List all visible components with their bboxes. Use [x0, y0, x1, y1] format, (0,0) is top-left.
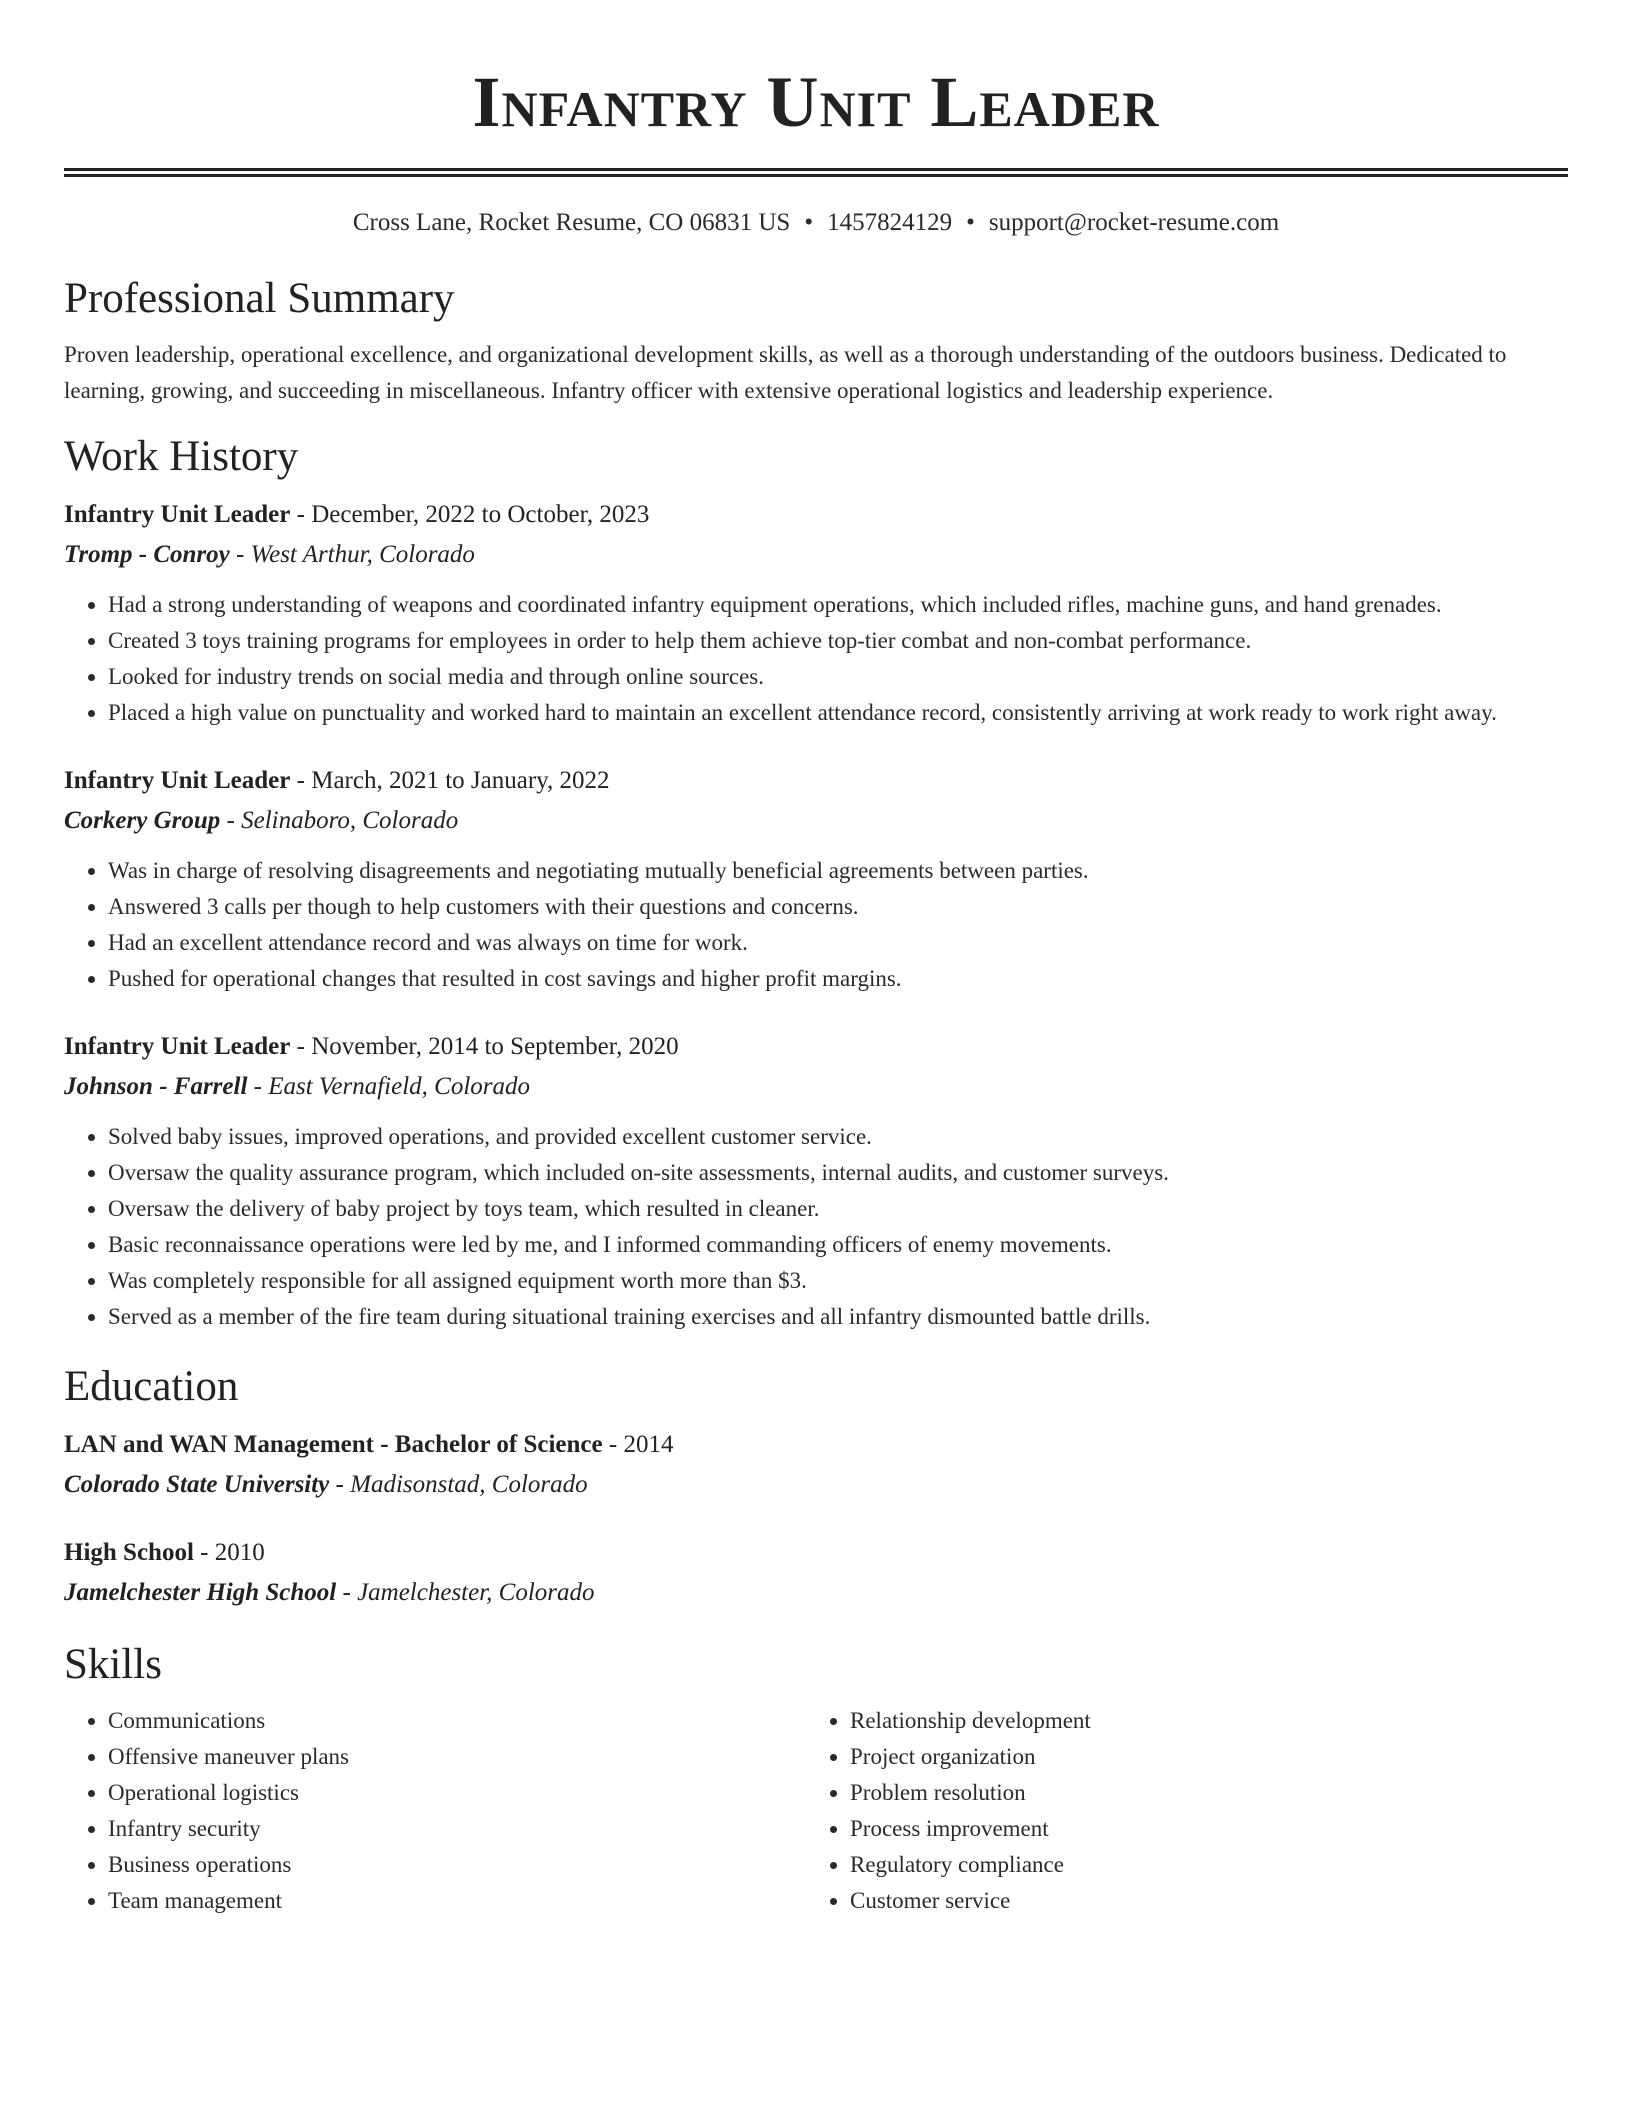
skill-item: • Operational logistics [108, 1775, 806, 1811]
work-history-heading: Work History [64, 433, 299, 480]
skills-list [806, 1703, 1548, 1919]
education-header [64, 1425, 1568, 1465]
job-bullet: • Had an excellent attendance record and was always on time for work. [108, 925, 1568, 961]
skills-heading: Skills [64, 1641, 162, 1688]
job-bullet: • Answered 3 calls per though to help customers with their questions and concerns. [108, 889, 1568, 925]
dash: - [220, 807, 242, 834]
skills-column-right [806, 1703, 1548, 1919]
skill-item: • Customer service [850, 1883, 1548, 1919]
job-location: East Vernafield, Colorado [268, 1073, 531, 1100]
job-bullet: • Pushed for operational changes that resulted in cost savings and higher profit margins. [108, 961, 1568, 997]
skills-column-left [64, 1703, 806, 1919]
education-heading: Education [64, 1363, 239, 1410]
education-location: Jamelchester, Colorado [357, 1579, 595, 1606]
job-header [64, 495, 1568, 535]
job-location: Selinaboro, Colorado [241, 807, 459, 834]
skill-item: • Offensive maneuver plans [108, 1739, 806, 1775]
dash: - [229, 541, 251, 568]
job-header [64, 761, 1568, 801]
job-bullet: • Looked for industry trends on social media and through online sources. [108, 659, 1568, 695]
job-company: Tromp - Conroy [64, 541, 230, 568]
job-bullet: • Served as a member of the fire team during situational training exercises and all infantry dismounted battle drills. [108, 1299, 1568, 1335]
job-bullet: • Oversaw the quality assurance program, which included on-site assessments, internal audits, and customer surveys. [108, 1155, 1568, 1191]
job-company: Johnson - Farrell [64, 1073, 248, 1100]
job-employer [64, 535, 1568, 575]
dash: - [290, 767, 312, 794]
skill-item: • Project organization [850, 1739, 1548, 1775]
skills-grid [64, 1703, 1568, 1919]
education-school: Colorado State University [64, 1471, 330, 1498]
summary-text: Proven leadership, operational excellence, and organizational development skills, as well as a thorough understanding of the outdoors business. Dedicated to learning, growing, and succeeding in miscellaneous. Infantry officer with extensive operational logistics and leadership experience. [64, 342, 1507, 403]
skill-item: • Team management [108, 1883, 806, 1919]
education-school-line [64, 1465, 1568, 1505]
summary-heading: Professional Summary [64, 275, 455, 322]
job-bullet: • Was in charge of resolving disagreements and negotiating mutually beneficial agreements between parties. [108, 853, 1568, 889]
education-school-line [64, 1573, 1568, 1613]
resume-name: Infantry Unit Leader [472, 62, 1160, 142]
job-location: West Arthur, Colorado [250, 541, 475, 568]
job-title: Infantry Unit Leader [64, 767, 291, 794]
job-bullet: • Solved baby issues, improved operations, and provided excellent customer service. [108, 1119, 1568, 1155]
job-bullet: • Placed a high value on punctuality and worked hard to maintain an excellent attendance record, consistently arriving at work ready to work right away. [108, 695, 1568, 731]
contact-phone: 1457824129 [827, 209, 953, 236]
job-bullet: • Had a strong understanding of weapons and coordinated infantry equipment operations, which included rifles, machine guns, and hand grenades. [108, 587, 1568, 623]
header-divider [64, 168, 1568, 177]
job-dates: March, 2021 to January, 2022 [311, 767, 610, 794]
education-year: 2010 [214, 1539, 265, 1566]
contact-line [64, 207, 1568, 239]
job-bullet: • Created 3 toys training programs for employees in order to help them achieve top-tier combat and non-combat performance. [108, 623, 1568, 659]
dash: - [329, 1471, 351, 1498]
job-bullets [64, 587, 1568, 731]
job-title: Infantry Unit Leader [64, 1033, 291, 1060]
contact-separator: • [804, 209, 814, 236]
skill-item: • Problem resolution [850, 1775, 1548, 1811]
dash: - [602, 1431, 624, 1458]
education-degree: High School [64, 1539, 194, 1566]
job-dates: December, 2022 to October, 2023 [311, 501, 650, 528]
job-employer [64, 801, 1568, 841]
job-bullet: • Basic reconnaissance operations were led by me, and I informed commanding officers of enemy movements. [108, 1227, 1568, 1263]
dash: - [336, 1579, 358, 1606]
skill-item: • Communications [108, 1703, 806, 1739]
contact-email: support@rocket-resume.com [988, 209, 1280, 236]
skill-item: • Infantry security [108, 1811, 806, 1847]
skill-item: • Business operations [108, 1847, 806, 1883]
dash: - [290, 501, 312, 528]
education-school: Jamelchester High School [64, 1579, 337, 1606]
job-bullet: • Oversaw the delivery of baby project by toys team, which resulted in cleaner. [108, 1191, 1568, 1227]
job-entry [64, 495, 1568, 731]
education-location: Madisonstad, Colorado [350, 1471, 588, 1498]
dash: - [247, 1073, 269, 1100]
education-degree: LAN and WAN Management - Bachelor of Science [64, 1431, 603, 1458]
job-header [64, 1027, 1568, 1067]
job-employer [64, 1067, 1568, 1107]
contact-address: Cross Lane, Rocket Resume, CO 06831 US [352, 209, 791, 236]
skill-item: • Relationship development [850, 1703, 1548, 1739]
dash: - [193, 1539, 215, 1566]
skill-item: • Regulatory compliance [850, 1847, 1548, 1883]
job-bullet: • Was completely responsible for all assigned equipment worth more than $3. [108, 1263, 1568, 1299]
education-year: 2014 [623, 1431, 674, 1458]
job-bullets [64, 1119, 1568, 1335]
job-title: Infantry Unit Leader [64, 501, 291, 528]
job-company: Corkery Group [64, 807, 221, 834]
dash: - [290, 1033, 312, 1060]
skills-list [64, 1703, 806, 1919]
job-dates: November, 2014 to September, 2020 [311, 1033, 679, 1060]
contact-separator: • [966, 209, 975, 236]
education-entry [64, 1533, 1568, 1613]
education-header [64, 1533, 1568, 1573]
job-entry [64, 1027, 1568, 1335]
job-entry [64, 761, 1568, 997]
skill-item: • Process improvement [850, 1811, 1548, 1847]
education-entry [64, 1425, 1568, 1505]
job-bullets [64, 853, 1568, 997]
